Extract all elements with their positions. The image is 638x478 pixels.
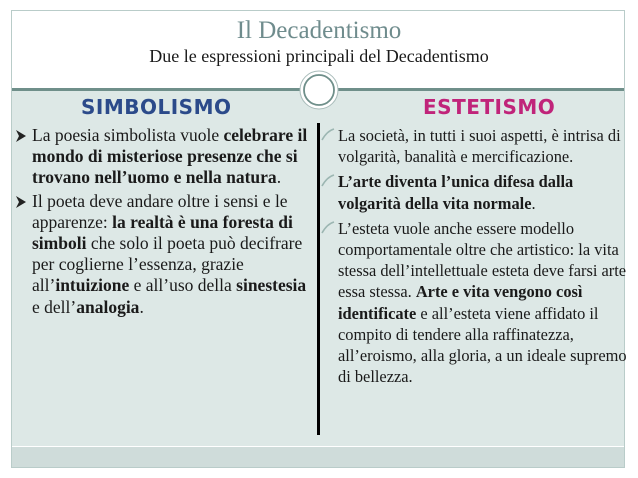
column-divider	[317, 123, 320, 435]
simbolismo-bullet-2	[14, 191, 314, 318]
bullet-strong: sinestesia	[236, 275, 307, 296]
arrow-bullet-icon	[15, 130, 27, 142]
estetismo-bullet-3	[321, 218, 633, 388]
simbolismo-heading: SIMBOLISMO	[81, 95, 232, 119]
bullet-text: Il poeta deve andare oltre i sensi e le apparenze:	[32, 190, 288, 232]
bullet-text: .	[531, 193, 536, 213]
bullet-strong: la realtà è una foresta di simboli	[32, 211, 293, 254]
estetismo-heading: ESTETISMO	[423, 95, 556, 119]
slide-title: Il Decadentismo	[236, 17, 402, 44]
simbolismo-column	[14, 125, 314, 318]
estetismo-bullet-2	[321, 171, 633, 213]
bullet-strong: celebrare il mondo di misteriose presenze che si trovano nell’uomo e nella natura	[32, 125, 308, 188]
bullet-strong: Arte e vita vengono così identificate	[338, 282, 583, 323]
bullet-strong: L’arte diventa l’unica difesa dalla volgarità della vita normale	[338, 172, 574, 213]
bullet-text: L’esteta vuole anche essere modello comportamentale oltre che artistico: la vita stessa dell’intellettuale esteta deve farsi arte essa stessa.	[338, 218, 627, 302]
medallion-icon	[299, 70, 339, 110]
bullet-text: e dell’	[32, 296, 77, 317]
bullet-text: .	[139, 296, 144, 317]
check-bullet-icon	[321, 174, 335, 188]
bullet-text: La poesia simbolista vuole	[32, 125, 224, 145]
slide-subtitle: Due le espressioni principali del Decadentismo	[149, 46, 489, 66]
simbolismo-bullet-1	[14, 125, 314, 189]
footer-band	[12, 447, 624, 467]
bullet-strong: analogia	[76, 296, 140, 317]
bullet-text: .	[276, 167, 282, 188]
bullet-text: La società, in tutti i suoi aspetti, è intrisa di volgarità, banalità e mercificazione.	[338, 126, 621, 167]
estetismo-column	[321, 125, 633, 387]
check-bullet-icon	[321, 221, 335, 235]
check-bullet-icon	[321, 128, 335, 142]
estetismo-bullet-1	[321, 125, 633, 167]
bullet-text: e all’esteta viene affidato il compito di tendere alla raffinatezza, all’eroismo, alla gloria, a un ideale supremo di bellezza.	[338, 303, 627, 387]
bullet-text: e all’uso della	[129, 275, 237, 296]
bullet-text: che solo il poeta può decifrare per coglierne l’essenza, grazie all’	[32, 233, 303, 296]
bullet-strong: intuizione	[55, 275, 130, 296]
arrow-bullet-icon	[15, 196, 27, 208]
